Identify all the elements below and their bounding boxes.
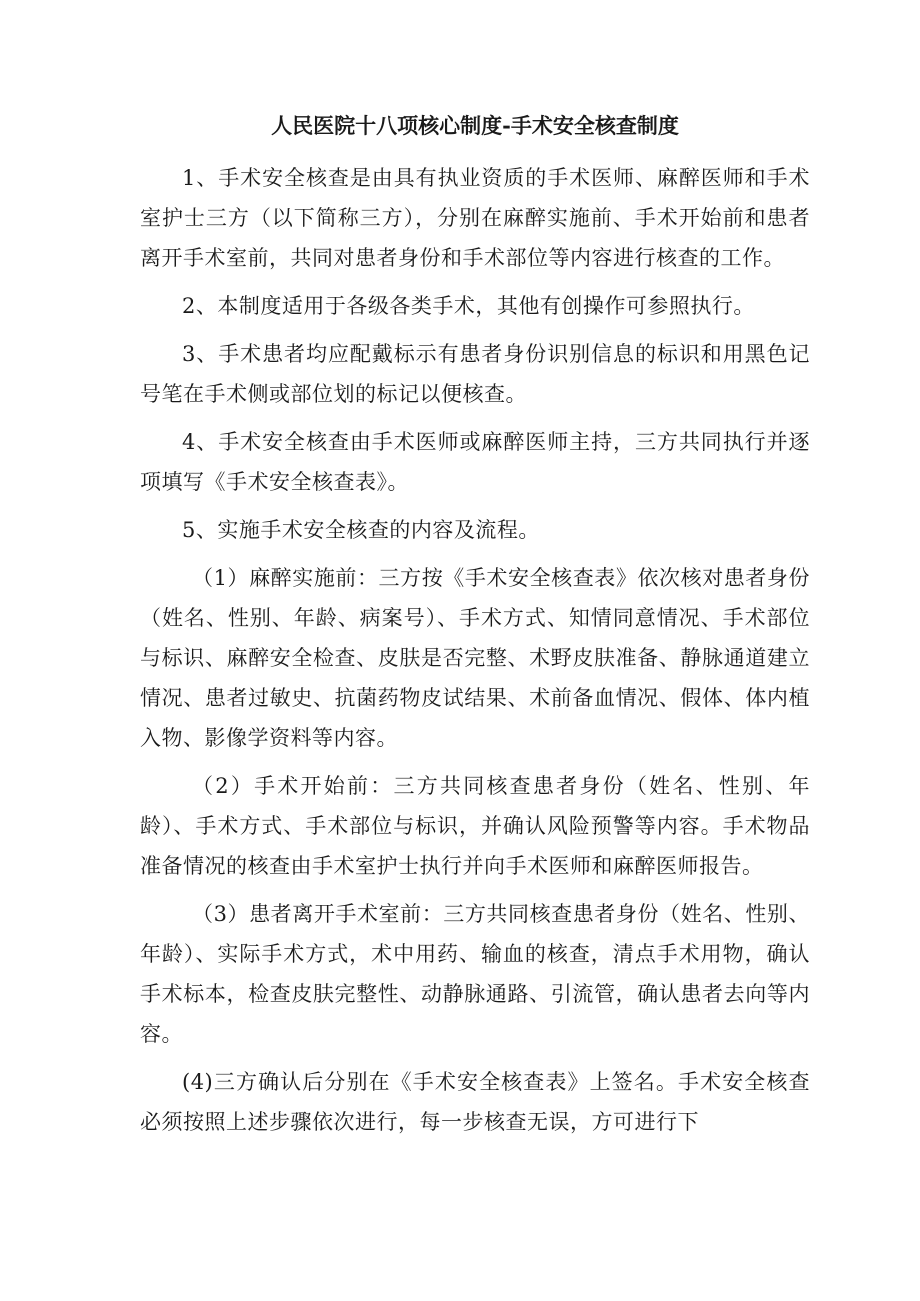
paragraph-5-2: （2）手术开始前：三方共同核查患者身份（姓名、性别、年龄）、手术方式、手术部位与标识，并确认风险预警等内容。手术物品准备情况的核查由手术室护士执行并向手术医师和麻醉医师报告。 xyxy=(140,774,810,878)
paragraph-5-3: （3）患者离开手术室前：三方共同核查患者身份（姓名、性别、年龄）、实际手术方式，术中用药、输血的核查，清点手术用物，确认手术标本，检查皮肤完整性、动静脉通路、引流管，确认患者去向等内容。 xyxy=(140,902,810,1046)
document-title: 人民医院十八项核心制度-手术安全核查制度 xyxy=(271,113,679,138)
paragraph-1: 1、手术安全核查是由具有执业资质的手术医师、麻醉医师和手术室护士三方（以下简称三方），分别在麻醉实施前、手术开始前和患者离开手术室前，共同对患者身份和手术部位等内容进行核查的工作。 xyxy=(140,166,810,270)
paragraph-5-1: （1）麻醉实施前：三方按《手术安全核查表》依次核对患者身份（姓名、性别、年龄、病案号）、手术方式、知情同意情况、手术部位与标识、麻醉安全检查、皮肤是否完整、术野皮肤准备、静脉通道建立情况、患者过敏史、抗菌药物皮试结果、术前备血情况、假体、体内植入物、影像学资料等内容。 xyxy=(140,566,810,750)
paragraph-5-4: (4)三方确认后分别在《手术安全核查表》上签名。手术安全核查必须按照上述步骤依次进行，每一步核查无误，方可进行下 xyxy=(140,1070,810,1134)
paragraph-5: 5、实施手术安全核查的内容及流程。 xyxy=(182,518,540,542)
paragraph-3: 3、手术患者均应配戴标示有患者身份识别信息的标识和用黑色记号笔在手术侧或部位划的标记以便核查。 xyxy=(140,342,810,406)
paragraph-4: 4、手术安全核查由手术医师或麻醉医师主持，三方共同执行并逐项填写《手术安全核查表》。 xyxy=(140,430,810,494)
document-page xyxy=(140,112,810,1150)
paragraph-2: 2、本制度适用于各级各类手术，其他有创操作可参照执行。 xyxy=(182,294,755,318)
